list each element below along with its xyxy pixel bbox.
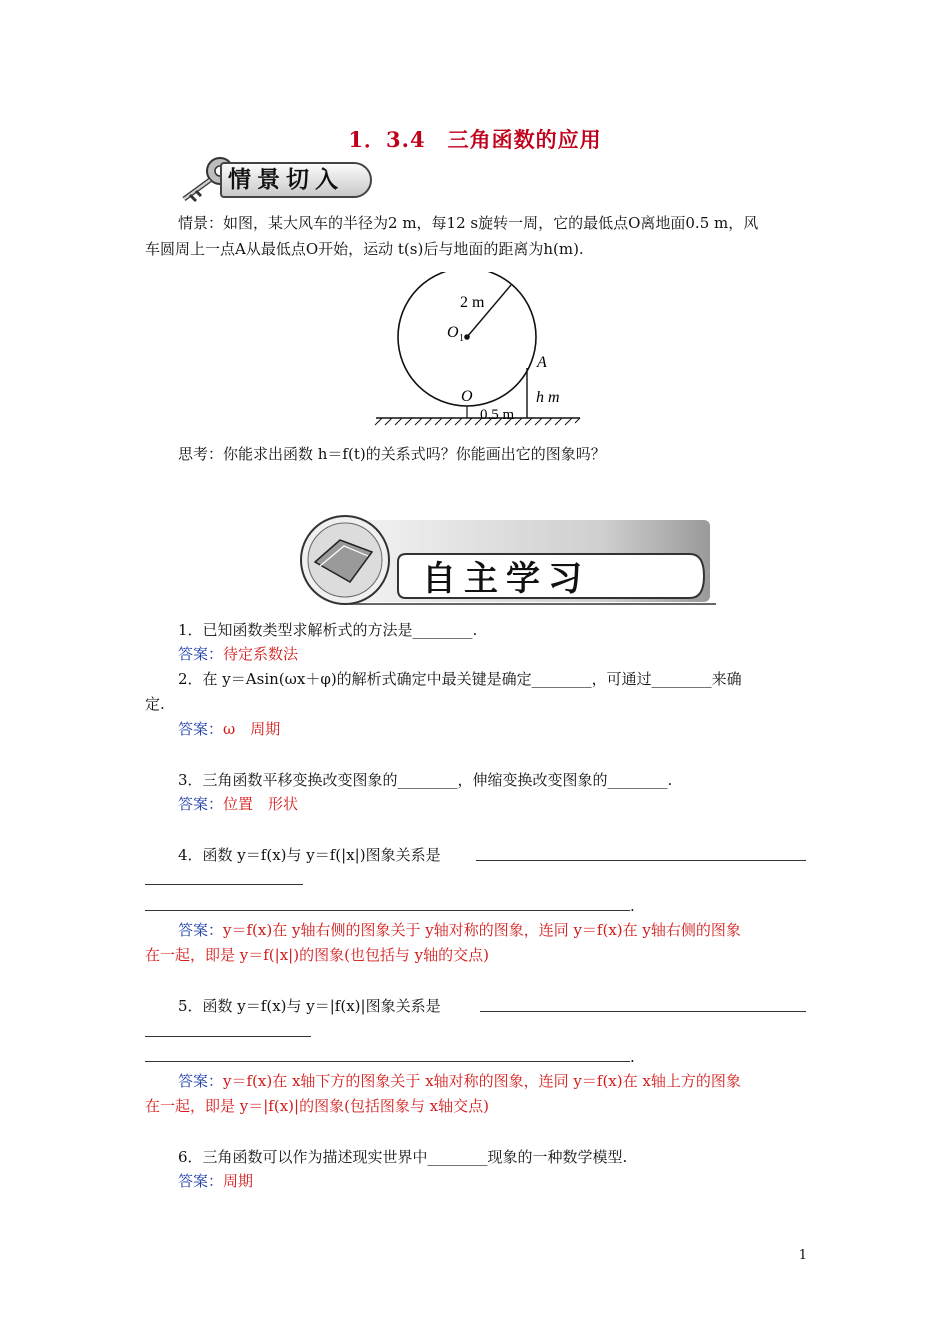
think-question: 思考：你能求出函数 h＝f(t)的关系式吗？你能画出它的图象吗？ (178, 445, 606, 463)
question-2-line-1: 2．在 y＝Asin(ωx＋φ)的解析式确定中最关键是确定________，可通过________来确 (178, 670, 742, 688)
question-5: 5．函数 y＝f(x)与 y＝|f(x)|图象关系是 (178, 997, 441, 1015)
study-banner-label: 自主学习 (422, 559, 590, 599)
answer-2 (178, 716, 280, 742)
period-mark: . (630, 897, 635, 915)
answer-text: 待定系数法 (223, 645, 299, 663)
answer-blank-line (480, 1011, 806, 1012)
answer-text: y＝f(x)在 y轴右侧的图象关于 y轴对称的图象，连同 y＝f(x)在 y轴右侧的图象 (223, 921, 741, 939)
question-4: 4．函数 y＝f(x)与 y＝f(|x|)图象关系是 (178, 846, 441, 864)
answer-4-line-2: 在一起，即是 y＝f(|x|)的图象(也包括与 y轴的交点) (145, 946, 490, 964)
answer-5-line-2: 在一起，即是 y＝|f(x)|的图象(包括图象与 x轴交点) (145, 1097, 489, 1115)
scene-line-2: 车圆周上一点A从最低点O开始，运动 t(s)后与地面的距离为h(m). (145, 240, 584, 258)
ground-distance-label: 0.5 m (480, 407, 515, 423)
answer-label: 答案： (178, 645, 224, 663)
question-3: 3．三角函数平移变换改变图象的________，伸缩变换改变图象的________. (178, 771, 673, 789)
answer-label: 答案： (178, 795, 224, 813)
radius-label: 2 m (460, 294, 485, 311)
page-title: 1．3.4 三角函数的应用 (348, 127, 602, 152)
question-1: 1．已知函数类型求解析式的方法是________. (178, 621, 478, 639)
answer-label: 答案： (178, 1172, 224, 1190)
windmill-figure (370, 272, 590, 430)
answer-3 (178, 791, 298, 817)
study-banner (290, 502, 720, 608)
scene-banner-label: 情景切入 (220, 162, 372, 198)
scene-line-1: 情景：如图，某大风车的半径为2 m，每12 s旋转一周，它的最低点O离地面0.5 m，风 (178, 214, 759, 232)
point-a-label: A (537, 354, 547, 371)
question-2-line-2: 定. (145, 695, 165, 713)
answer-label: 答案： (178, 921, 224, 939)
answer-label: 答案： (178, 1072, 224, 1090)
point-o-label: O (461, 388, 473, 405)
answer-text: 位置 形状 (223, 795, 299, 813)
answer-5-line-1 (178, 1068, 741, 1094)
page-number: 1 (798, 1248, 807, 1263)
answer-blank-line (145, 910, 630, 911)
answer-text: y＝f(x)在 x轴下方的图象关于 x轴对称的图象，连同 y＝f(x)在 x轴上方的图象 (223, 1072, 741, 1090)
answer-text: ω 周期 (223, 720, 281, 738)
answer-label: 答案： (178, 720, 224, 738)
answer-4-line-1 (178, 917, 741, 943)
question-6: 6．三角函数可以作为描述现实世界中________现象的一种数学模型. (178, 1148, 628, 1166)
answer-blank-line (476, 860, 806, 861)
answer-text: 周期 (223, 1172, 254, 1190)
answer-6 (178, 1168, 253, 1194)
center-sub-label: 1 (459, 333, 464, 344)
answer-blank-line (145, 1036, 311, 1037)
answer-blank-line (145, 1061, 630, 1062)
answer-1 (178, 641, 298, 667)
center-label: O (447, 324, 459, 341)
period-mark: . (630, 1048, 635, 1066)
answer-blank-line (145, 884, 303, 885)
scene-banner (176, 153, 376, 205)
height-label: h m (536, 389, 560, 406)
